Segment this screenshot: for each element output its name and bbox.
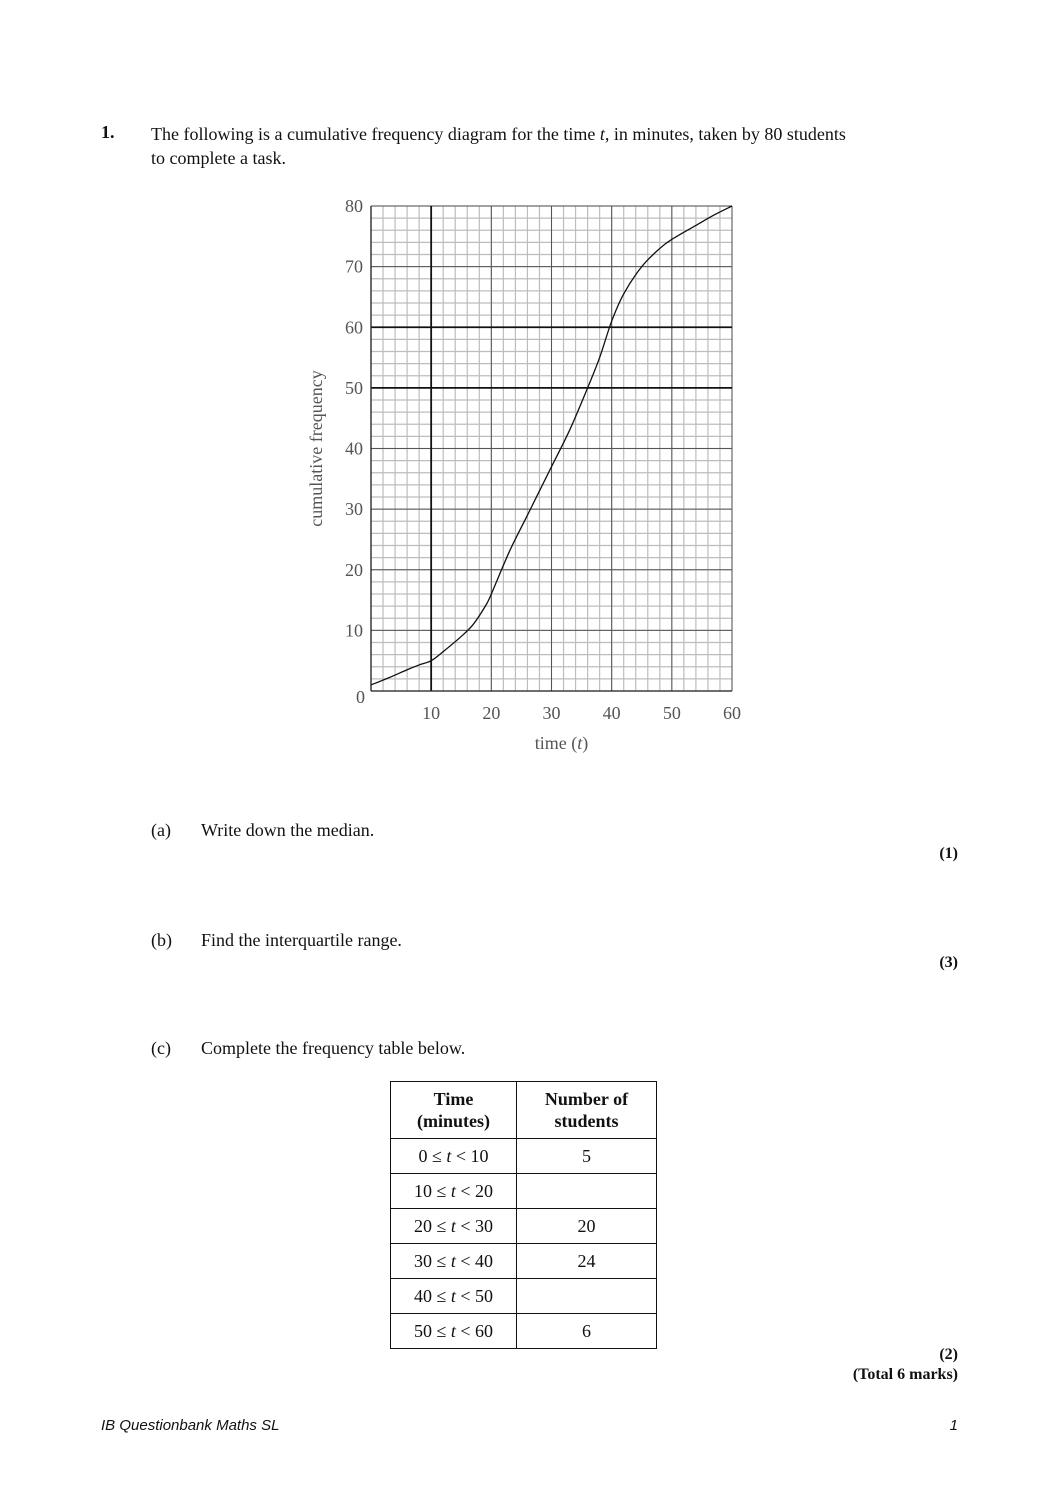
y-tick-label: 10 bbox=[345, 620, 363, 641]
question-number: 1. bbox=[101, 122, 115, 142]
lt-symbol: < bbox=[460, 1180, 471, 1201]
header-count-line-1: Number of bbox=[544, 1089, 629, 1109]
question-text-pre: The following is a cumulative frequency diagram for the time bbox=[151, 124, 600, 144]
x-axis-label bbox=[535, 733, 589, 754]
y-tick-label: 20 bbox=[345, 559, 363, 580]
table-row bbox=[391, 1209, 657, 1244]
table-row bbox=[391, 1279, 657, 1314]
cumulative-frequency-chart bbox=[300, 190, 770, 770]
question-text bbox=[151, 122, 931, 170]
interval-upper: 10 bbox=[470, 1145, 489, 1166]
table-row bbox=[391, 1244, 657, 1279]
interval-variable: t bbox=[450, 1320, 456, 1341]
part-a-marks: (1) bbox=[939, 845, 958, 862]
student-count-cell[interactable] bbox=[517, 1279, 657, 1314]
header-time-line-2: (minutes) bbox=[417, 1111, 490, 1131]
footer-source: IB Questionbank Maths SL bbox=[101, 1417, 280, 1434]
table-header-row bbox=[391, 1082, 657, 1139]
x-tick-label: 20 bbox=[482, 703, 501, 723]
y-tick-label: 0 bbox=[356, 687, 365, 707]
student-count-cell[interactable]: 5 bbox=[517, 1139, 657, 1174]
header-count bbox=[517, 1082, 657, 1139]
x-axis-label-pre: time ( bbox=[534, 733, 578, 753]
lt-symbol: < bbox=[460, 1250, 471, 1271]
y-tick-label: 50 bbox=[345, 377, 363, 398]
part-c-label: (c) bbox=[151, 1038, 171, 1058]
lt-symbol: < bbox=[460, 1285, 471, 1306]
total-marks: (Total 6 marks) bbox=[852, 1366, 958, 1383]
interval-upper: 20 bbox=[475, 1180, 494, 1201]
le-symbol: ≤ bbox=[436, 1250, 447, 1271]
header-count-line-2: students bbox=[554, 1111, 619, 1131]
part-a-label: (a) bbox=[151, 820, 171, 840]
y-tick-label: 80 bbox=[345, 196, 363, 216]
frequency-table bbox=[390, 1081, 657, 1349]
page-number: 1 bbox=[949, 1417, 958, 1434]
part-b-text: Find the interquartile range. bbox=[201, 930, 402, 950]
time-interval-cell bbox=[391, 1174, 517, 1209]
interval-variable: t bbox=[450, 1180, 456, 1201]
part-a-text: Write down the median. bbox=[201, 820, 375, 840]
interval-upper: 60 bbox=[475, 1320, 494, 1341]
x-axis-label-var: t bbox=[577, 733, 583, 753]
interval-upper: 50 bbox=[475, 1285, 494, 1306]
table-row bbox=[391, 1314, 657, 1349]
lt-symbol: < bbox=[455, 1145, 467, 1166]
part-c-text: Complete the frequency table below. bbox=[201, 1038, 466, 1058]
chart-tick-labels bbox=[345, 196, 741, 723]
interval-variable: t bbox=[450, 1215, 456, 1236]
y-tick-label: 30 bbox=[345, 499, 363, 520]
interval-variable: t bbox=[450, 1285, 456, 1306]
part-b-label: (b) bbox=[151, 930, 172, 950]
x-tick-label: 10 bbox=[422, 703, 441, 723]
x-tick-label: 40 bbox=[602, 703, 621, 723]
interval-lower: 20 bbox=[413, 1215, 432, 1236]
table-row bbox=[391, 1174, 657, 1209]
student-count-cell[interactable] bbox=[517, 1174, 657, 1209]
interval-lower: 50 bbox=[413, 1320, 432, 1341]
question-line-2: to complete a task. bbox=[151, 148, 286, 168]
interval-variable: t bbox=[446, 1145, 452, 1166]
time-interval-cell bbox=[391, 1279, 517, 1314]
y-tick-label: 70 bbox=[345, 256, 363, 277]
le-symbol: ≤ bbox=[436, 1215, 447, 1236]
x-tick-label: 50 bbox=[662, 703, 681, 723]
le-symbol: ≤ bbox=[436, 1285, 447, 1306]
time-interval-cell bbox=[391, 1244, 517, 1279]
header-time bbox=[391, 1082, 517, 1139]
y-tick-label: 40 bbox=[345, 438, 363, 459]
interval-lower: 40 bbox=[413, 1285, 432, 1306]
y-axis-label: cumulative frequency bbox=[306, 370, 326, 527]
table-body bbox=[391, 1139, 657, 1349]
lt-symbol: < bbox=[460, 1320, 471, 1341]
interval-upper: 40 bbox=[475, 1250, 494, 1271]
time-interval-cell bbox=[391, 1209, 517, 1244]
part-c-marks: (2) bbox=[939, 1346, 958, 1363]
time-interval-cell bbox=[391, 1139, 517, 1174]
le-symbol: ≤ bbox=[436, 1320, 447, 1341]
student-count-cell[interactable]: 6 bbox=[517, 1314, 657, 1349]
x-tick-label: 30 bbox=[542, 703, 561, 723]
header-time-line-1: Time bbox=[433, 1089, 474, 1109]
interval-lower: 0 bbox=[418, 1145, 428, 1166]
interval-lower: 10 bbox=[413, 1180, 432, 1201]
part-b-marks: (3) bbox=[939, 954, 958, 971]
student-count-cell[interactable]: 20 bbox=[517, 1209, 657, 1244]
x-tick-label: 60 bbox=[723, 703, 741, 723]
y-tick-label: 60 bbox=[345, 317, 363, 338]
student-count-cell[interactable]: 24 bbox=[517, 1244, 657, 1279]
interval-upper: 30 bbox=[475, 1215, 494, 1236]
interval-variable: t bbox=[450, 1250, 456, 1271]
x-axis-label-post: ) bbox=[582, 733, 589, 753]
le-symbol: ≤ bbox=[436, 1180, 447, 1201]
question-text-post: , in minutes, taken by 80 students bbox=[604, 124, 846, 144]
time-interval-cell bbox=[391, 1314, 517, 1349]
question-line-1 bbox=[151, 122, 931, 146]
interval-lower: 30 bbox=[413, 1250, 432, 1271]
table-row bbox=[391, 1139, 657, 1174]
lt-symbol: < bbox=[460, 1215, 471, 1236]
le-symbol: ≤ bbox=[431, 1145, 442, 1166]
question-variable: t bbox=[599, 124, 605, 144]
